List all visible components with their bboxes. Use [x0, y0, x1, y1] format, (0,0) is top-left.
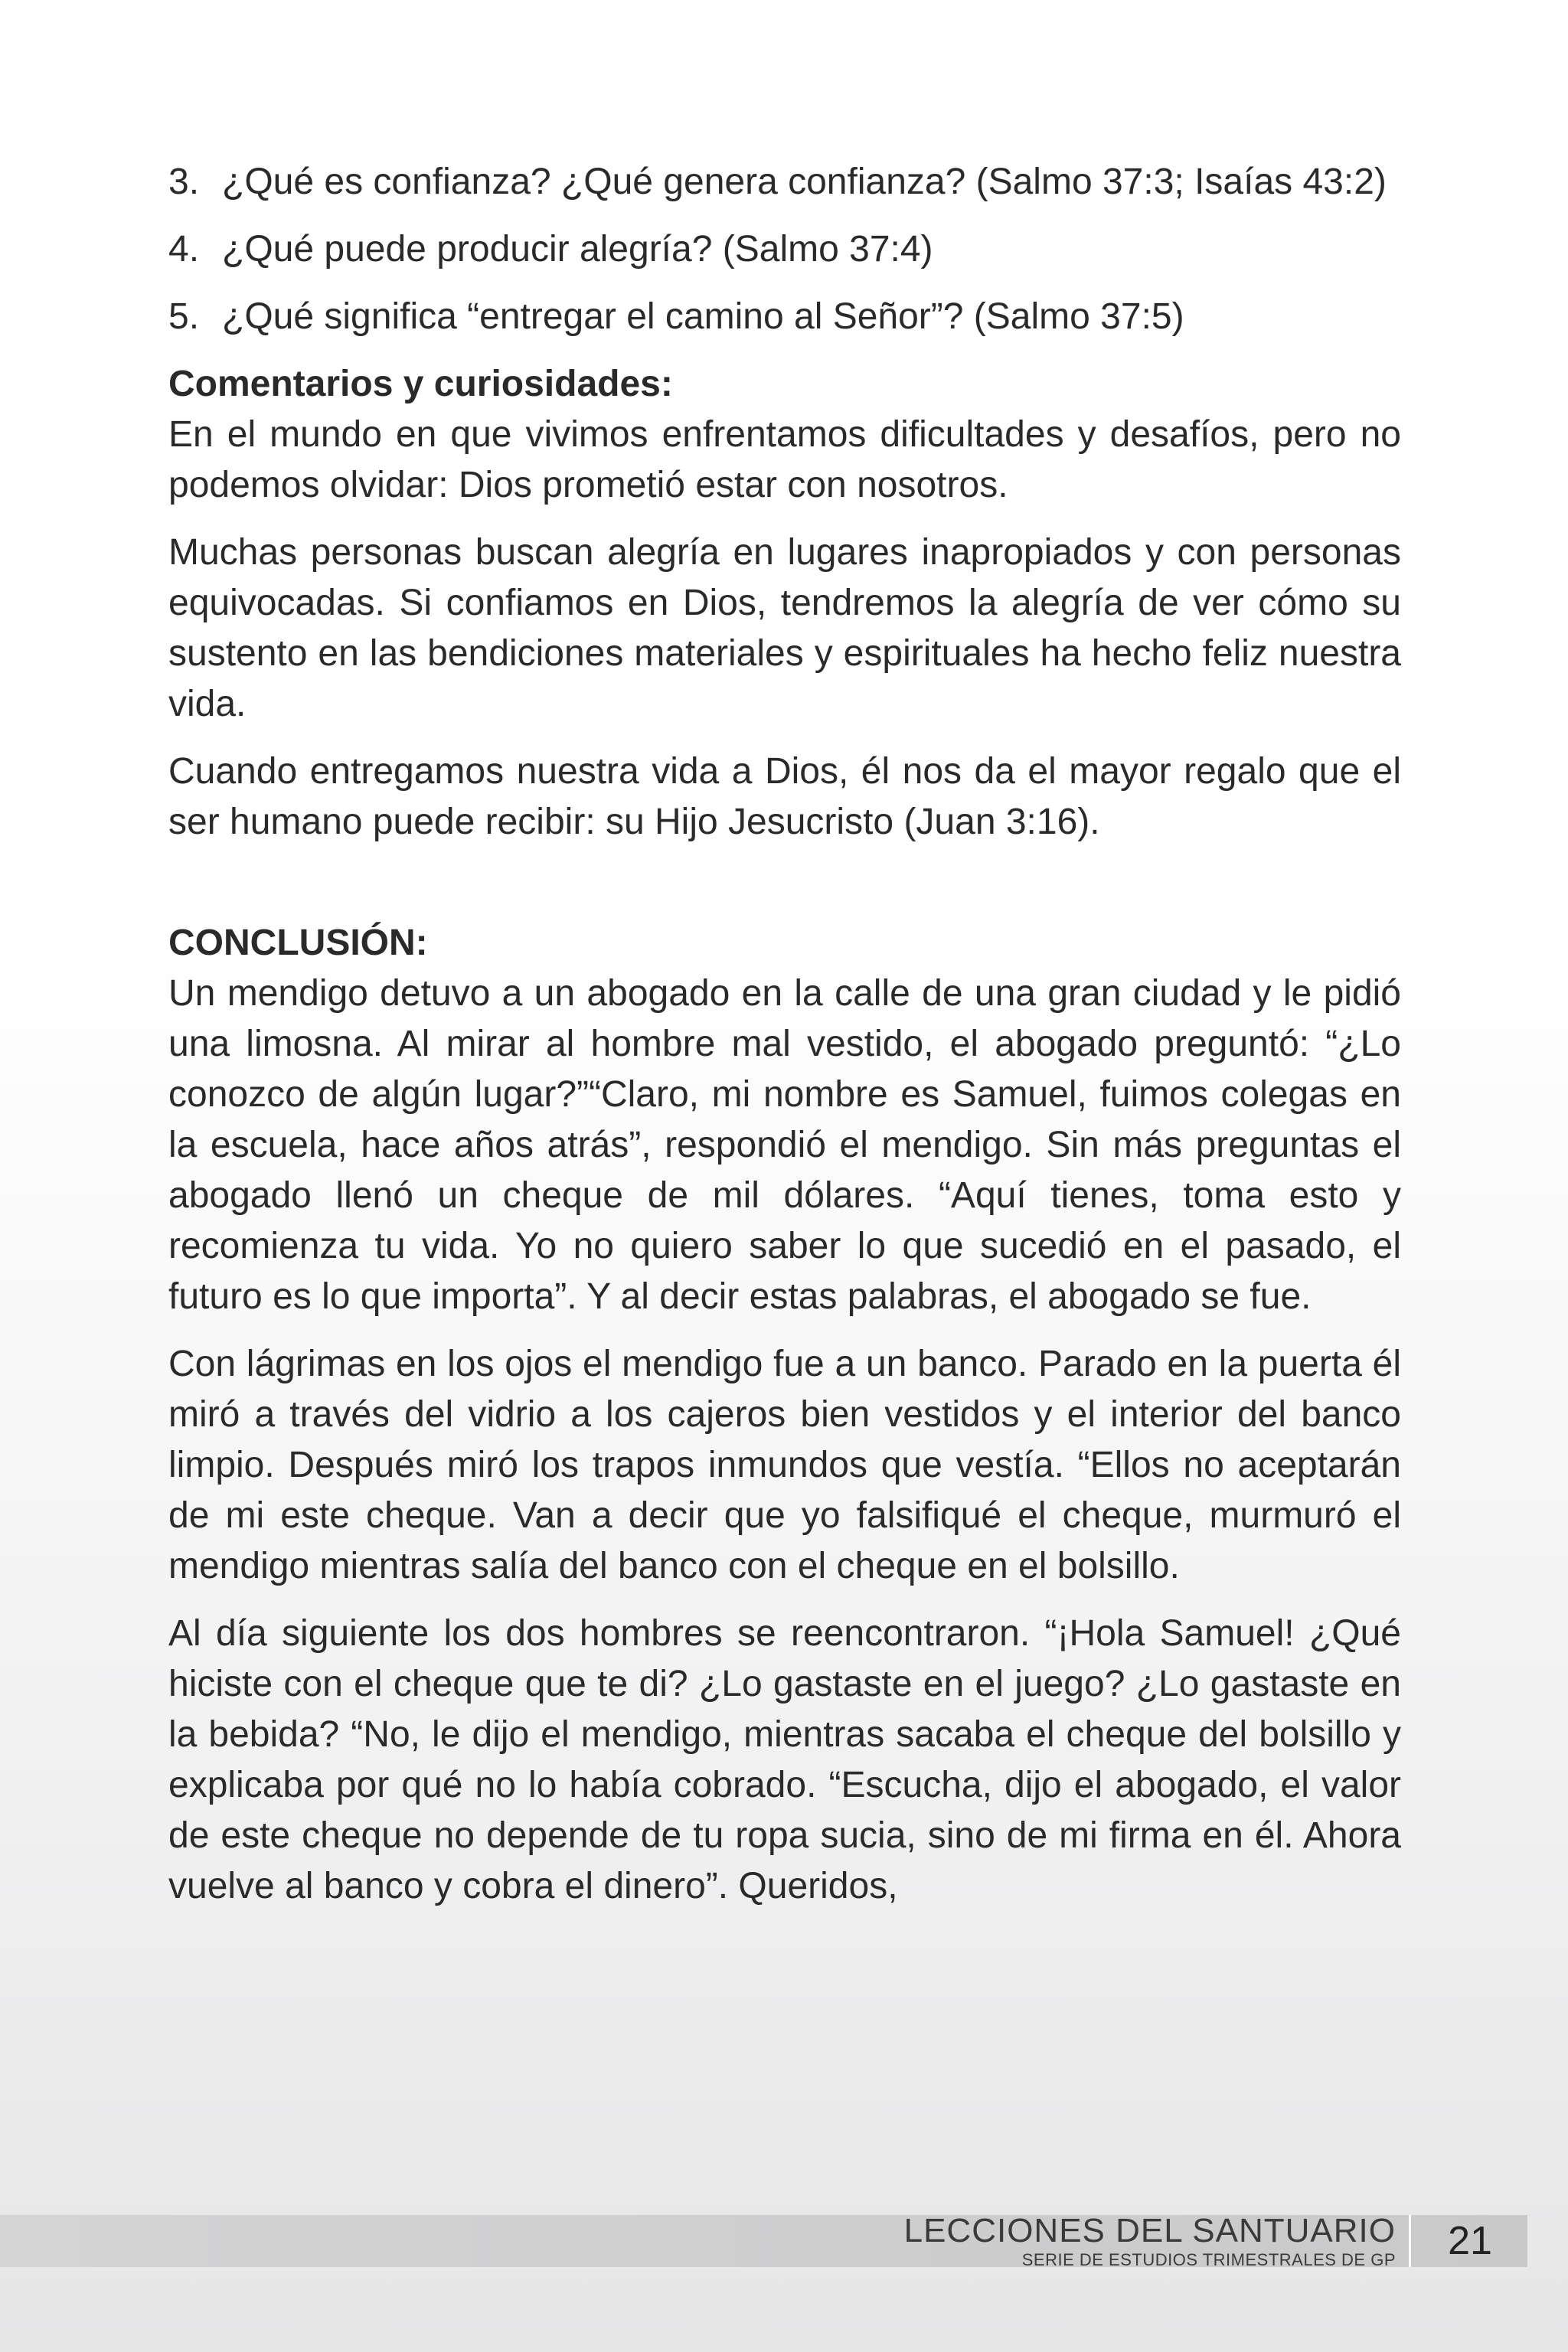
- footer-subtitle: SERIE DE ESTUDIOS TRIMESTRALES DE GP: [1021, 2250, 1396, 2269]
- page-content: [168, 157, 1401, 1929]
- question-text: ¿Qué significa “entregar el camino al Señor”? (Salmo 37:5): [222, 296, 1184, 337]
- footer-title: LECCIONES DEL SANTUARIO: [903, 2212, 1396, 2249]
- comments-heading: Comentarios y curiosidades:: [168, 364, 673, 404]
- footer-divider: [1409, 2215, 1411, 2267]
- comments-paragraph: Cuando entregamos nuestra vida a Dios, él nos da el mayor regalo que el ser humano puede recibir: su Hijo Jesucristo (Juan 3:16).: [168, 751, 1401, 842]
- conclusion-paragraph: Con lágrimas en los ojos el mendigo fue a un banco. Parado en la puerta él miró a través del vidrio a los cajeros bien vestidos y el interior del banco limpio. Después miró los trapos inmundos que vestía. “Ellos no aceptarán de mi este cheque. Van a decir que yo falsifiqué el cheque, murmuró el mendigo mientras salía del banco con el cheque en el bolsillo.: [168, 1344, 1401, 1586]
- question-text: ¿Qué es confianza? ¿Qué genera confianza? (Salmo 37:3; Isaías 43:2): [222, 162, 1387, 202]
- question-list: [168, 157, 1401, 342]
- question-item: [168, 292, 1401, 342]
- conclusion-paragraph: Al día siguiente los dos hombres se reencontraron. “¡Hola Samuel! ¿Qué hiciste con el cheque que te di? ¿Lo gastaste en el juego? ¿Lo gastaste en la bebida? “No, le dijo el mendigo, mientras sacaba el cheque del bolsillo y explicaba por qué no lo había cobrado. “Escucha, dijo el abogado, el valor de este cheque no depende de tu ropa sucia, sino de mi firma en él. Ahora vuelve al banco y cobra el dinero”. Queridos,: [168, 1613, 1401, 1906]
- page-number: 21: [1448, 2219, 1492, 2263]
- question-number: 5.: [168, 296, 200, 337]
- section-spacer: [168, 864, 1401, 918]
- comments-paragraph: Muchas personas buscan alegría en lugares inapropiados y con personas equivocadas. Si confiamos en Dios, tendremos la alegría de ver cómo su sustento en las bendiciones materiales y espirituales ha hecho feliz nuestra vida.: [168, 532, 1401, 724]
- question-number: 4.: [168, 229, 200, 270]
- conclusion-paragraph: Un mendigo detuvo a un abogado en la calle de una gran ciudad y le pidió una limosna. Al mirar al hombre mal vestido, el abogado preguntó: “¿Lo conozco de algún lugar?”“Claro, mi nombre es Samuel, fuimos colegas en la escuela, hace años atrás”, respondió el mendigo. Sin más preguntas el abogado llenó un cheque de mil dólares. “Aquí tienes, toma esto y recomienza tu vida. Yo no quiero saber lo que sucedió en el pasado, el futuro es lo que importa”. Y al decir estas palabras, el abogado se fue.: [168, 973, 1401, 1317]
- comments-paragraph: En el mundo en que vivimos enfrentamos dificultades y desafíos, pero no podemos olvidar: Dios prometió estar con nosotros.: [168, 414, 1401, 505]
- conclusion-heading: CONCLUSIÓN:: [168, 923, 428, 963]
- question-text: ¿Qué puede producir alegría? (Salmo 37:4): [222, 229, 933, 270]
- question-item: [168, 157, 1401, 207]
- question-item: [168, 224, 1401, 275]
- question-number: 3.: [168, 162, 200, 202]
